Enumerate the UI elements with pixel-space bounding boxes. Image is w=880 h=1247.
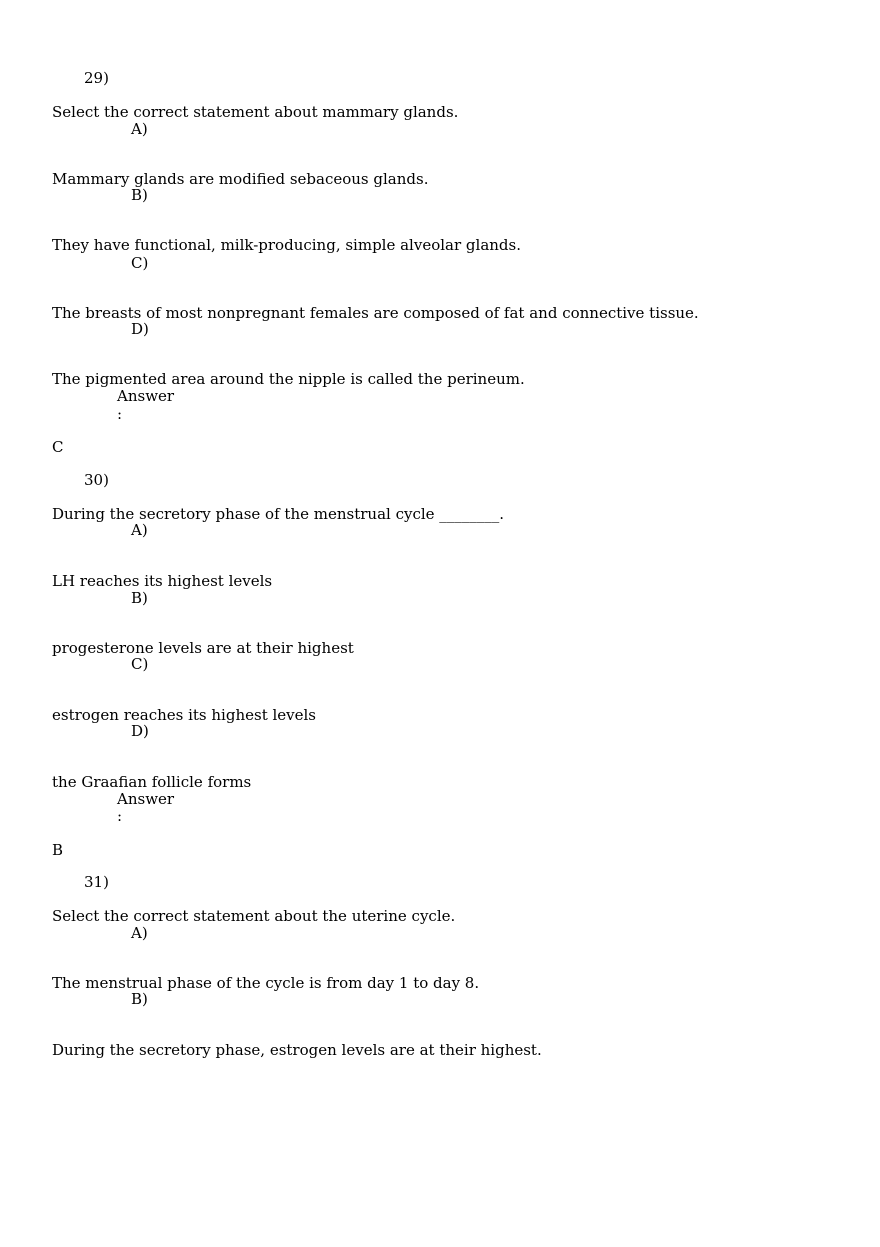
question-29-number: 29) xyxy=(84,69,109,87)
question-31-stem: Select the correct statement about the uterine cycle. xyxy=(52,907,456,925)
question-29-option-d-letter: D) xyxy=(131,320,149,338)
question-30-option-b-text: progesterone levels are at their highest xyxy=(52,639,354,657)
question-31-option-b-text: During the secretory phase, estrogen levels are at their highest. xyxy=(52,1041,542,1059)
question-30-option-a-text: LH reaches its highest levels xyxy=(52,572,273,590)
question-31-number: 31) xyxy=(84,873,109,891)
question-29-answer-value: C xyxy=(52,438,64,456)
question-30-answer-colon: : xyxy=(117,807,123,825)
question-30-option-b-letter: B) xyxy=(131,589,148,607)
question-29-option-c-text: The breasts of most nonpregnant females are composed of fat and connective tissue. xyxy=(52,304,699,322)
question-30-option-c-letter: C) xyxy=(131,655,149,673)
question-31-option-a-letter: A) xyxy=(131,924,148,942)
question-30-option-a-letter: A) xyxy=(131,521,148,539)
question-29-option-c-letter: C) xyxy=(131,254,149,272)
question-30-option-d-letter: D) xyxy=(131,722,149,740)
question-29-option-a-text: Mammary glands are modified sebaceous glands. xyxy=(52,170,429,188)
question-31-option-a-text: The menstrual phase of the cycle is from day 1 to day 8. xyxy=(52,974,480,992)
question-30-answer-label: Answer xyxy=(117,790,175,808)
question-30-number: 30) xyxy=(84,471,109,489)
question-30-answer-value: B xyxy=(52,841,64,859)
question-30-option-d-text: the Graafian follicle forms xyxy=(52,773,252,791)
question-29-option-d-text: The pigmented area around the nipple is called the perineum. xyxy=(52,370,525,388)
question-29-option-b-text: They have functional, milk-producing, simple alveolar glands. xyxy=(52,236,521,254)
question-29-option-b-letter: B) xyxy=(131,186,148,204)
question-30-stem: During the secretory phase of the menstrual cycle ________. xyxy=(52,505,505,523)
question-29-answer-colon: : xyxy=(117,405,123,423)
question-30-option-c-text: estrogen reaches its highest levels xyxy=(52,706,317,724)
question-29-stem: Select the correct statement about mammary glands. xyxy=(52,103,459,121)
question-31-option-b-letter: B) xyxy=(131,990,148,1008)
question-29-answer-label: Answer xyxy=(117,387,175,405)
question-29-option-a-letter: A) xyxy=(131,120,148,138)
